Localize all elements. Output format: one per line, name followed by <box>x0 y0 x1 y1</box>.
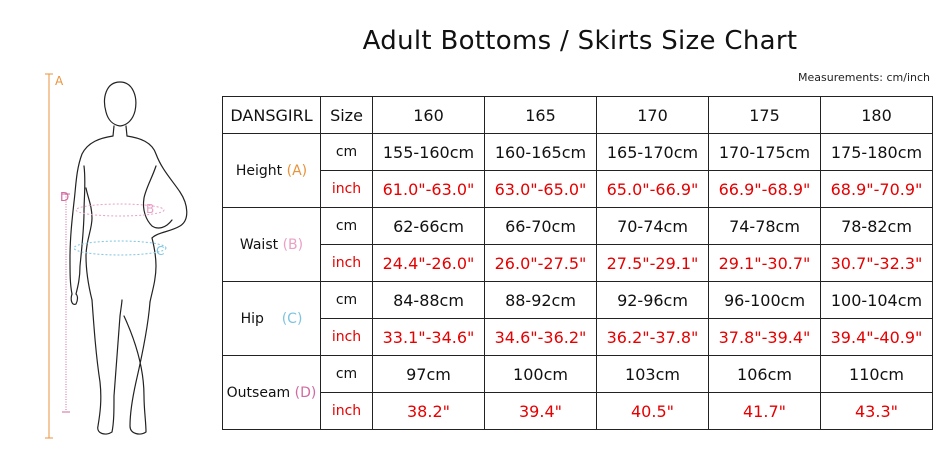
value-cell: 27.5"-29.1" <box>597 245 709 282</box>
value-cell: 103cm <box>597 356 709 393</box>
value-cell: 84-88cm <box>373 282 485 319</box>
height-inch-row <box>223 171 933 208</box>
waist-inch-row <box>223 245 933 282</box>
size-cell: 165 <box>485 97 597 134</box>
size-header-cell: Size <box>321 97 373 134</box>
size-cell: 170 <box>597 97 709 134</box>
value-cell: 61.0"-63.0" <box>373 171 485 208</box>
value-cell: 175-180cm <box>821 134 933 171</box>
unit-inch: inch <box>321 319 373 356</box>
unit-cm: cm <box>321 282 373 319</box>
category-code: (B) <box>282 236 304 253</box>
value-cell: 74-78cm <box>709 208 821 245</box>
category-name: Height <box>235 162 283 179</box>
category-code: (C) <box>281 310 303 327</box>
value-cell: 155-160cm <box>373 134 485 171</box>
figure-letter-d: D <box>60 190 70 204</box>
unit-cm: cm <box>321 356 373 393</box>
value-cell: 30.7"-32.3" <box>821 245 933 282</box>
height-label-cell <box>223 134 321 208</box>
value-cell: 43.3" <box>821 393 933 430</box>
outseam-label-cell <box>223 356 321 430</box>
unit-cm: cm <box>321 208 373 245</box>
value-cell: 110cm <box>821 356 933 393</box>
value-cell: 65.0"-66.9" <box>597 171 709 208</box>
value-cell: 70-74cm <box>597 208 709 245</box>
unit-inch: inch <box>321 245 373 282</box>
size-chart-table <box>222 96 933 430</box>
value-cell: 63.0"-65.0" <box>485 171 597 208</box>
value-cell: 97cm <box>373 356 485 393</box>
value-cell: 160-165cm <box>485 134 597 171</box>
category-code: (A) <box>286 162 308 179</box>
value-cell: 165-170cm <box>597 134 709 171</box>
value-cell: 62-66cm <box>373 208 485 245</box>
hip-label-cell <box>223 282 321 356</box>
value-cell: 34.6"-36.2" <box>485 319 597 356</box>
category-code: (D) <box>294 384 317 401</box>
header-row <box>223 97 933 134</box>
value-cell: 170-175cm <box>709 134 821 171</box>
outseam-inch-row <box>223 393 933 430</box>
value-cell: 88-92cm <box>485 282 597 319</box>
body-silhouette-icon <box>40 70 220 450</box>
hip-inch-row <box>223 319 933 356</box>
value-cell: 26.0"-27.5" <box>485 245 597 282</box>
body-figure <box>40 70 220 450</box>
value-cell: 39.4"-40.9" <box>821 319 933 356</box>
value-cell: 39.4" <box>485 393 597 430</box>
value-cell: 106cm <box>709 356 821 393</box>
value-cell: 24.4"-26.0" <box>373 245 485 282</box>
value-cell: 38.2" <box>373 393 485 430</box>
figure-letter-c: C <box>156 244 165 258</box>
unit-cm: cm <box>321 134 373 171</box>
size-cell: 175 <box>709 97 821 134</box>
value-cell: 37.8"-39.4" <box>709 319 821 356</box>
value-cell: 29.1"-30.7" <box>709 245 821 282</box>
value-cell: 100cm <box>485 356 597 393</box>
figure-letter-b: B <box>146 202 155 216</box>
waist-label-cell <box>223 208 321 282</box>
waist-cm-row <box>223 208 933 245</box>
hip-cm-row <box>223 282 933 319</box>
measurements-note: Measurements: cm/inch <box>798 71 930 84</box>
outseam-cm-row <box>223 356 933 393</box>
unit-inch: inch <box>321 393 373 430</box>
value-cell: 33.1"-34.6" <box>373 319 485 356</box>
value-cell: 41.7" <box>709 393 821 430</box>
category-name: Hip <box>240 310 264 327</box>
size-cell: 160 <box>373 97 485 134</box>
height-cm-row <box>223 134 933 171</box>
brand-cell: DANSGIRL <box>223 97 321 134</box>
category-name: Outseam <box>226 384 291 401</box>
value-cell: 100-104cm <box>821 282 933 319</box>
figure-letter-a: A <box>55 74 64 88</box>
value-cell: 66.9"-68.9" <box>709 171 821 208</box>
value-cell: 40.5" <box>597 393 709 430</box>
category-name: Waist <box>239 236 279 253</box>
value-cell: 68.9"-70.9" <box>821 171 933 208</box>
unit-inch: inch <box>321 171 373 208</box>
value-cell: 36.2"-37.8" <box>597 319 709 356</box>
value-cell: 92-96cm <box>597 282 709 319</box>
value-cell: 78-82cm <box>821 208 933 245</box>
value-cell: 96-100cm <box>709 282 821 319</box>
value-cell: 66-70cm <box>485 208 597 245</box>
size-cell: 180 <box>821 97 933 134</box>
chart-title: Adult Bottoms / Skirts Size Chart <box>362 26 798 56</box>
